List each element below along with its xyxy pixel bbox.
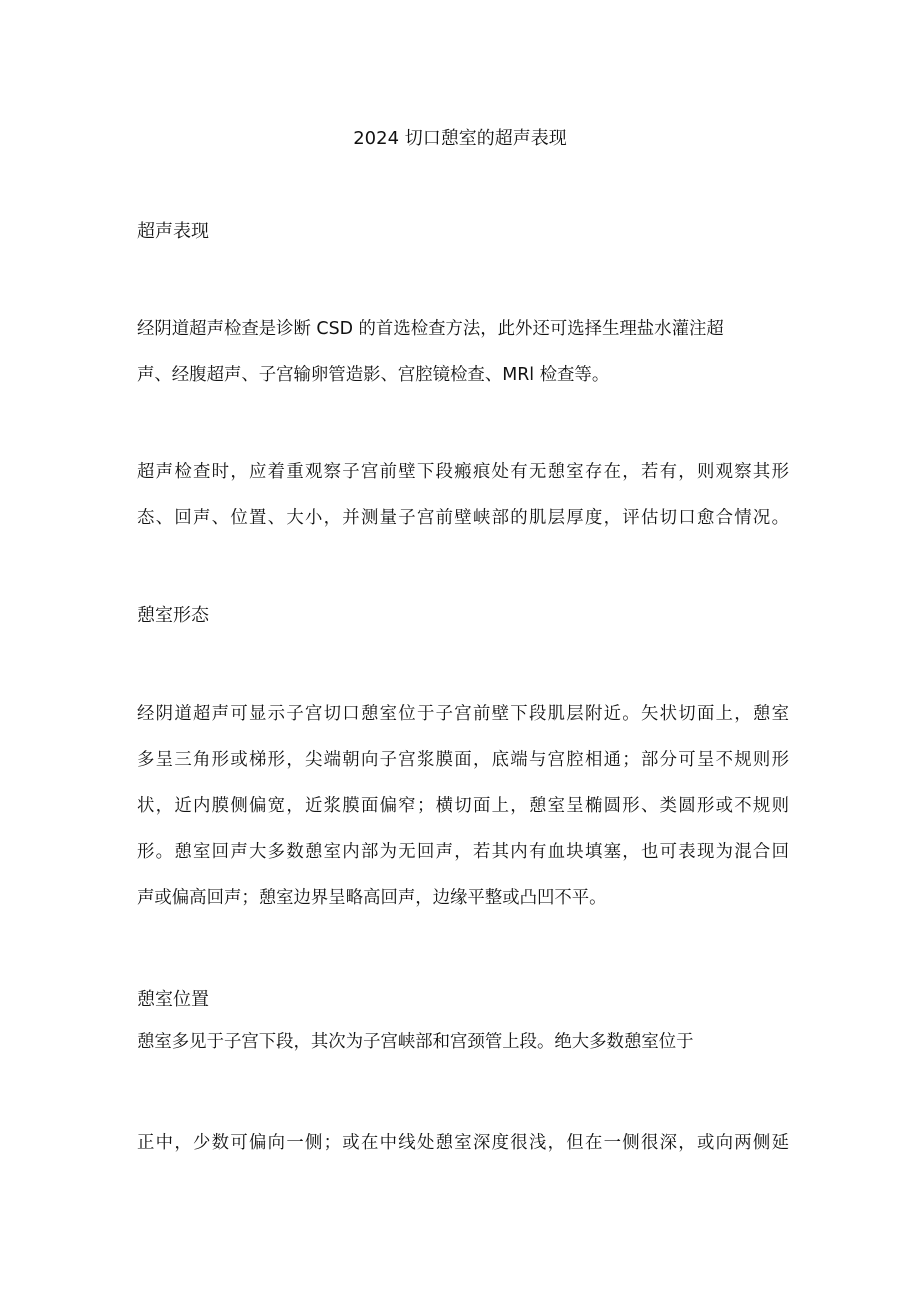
- section-heading-diverticulum-shape: 憩室形态: [137, 605, 209, 626]
- paragraph-line: 形。憩室回声大多数憩室内部为无回声，若其内有血块填塞，也可表现为混合回: [137, 842, 791, 862]
- paragraph-line: 多呈三角形或梯形，尖端朝向子宫浆膜面，底端与宫腔相通；部分可呈不规则形: [137, 750, 791, 770]
- paragraph-shape-description: [137, 691, 789, 921]
- paragraph-position-description: [137, 1024, 789, 1060]
- paragraph-line: 经阴道超声可显示子宫切口憩室位于子宫前壁下段肌层附近。矢状切面上，憩室: [137, 704, 791, 724]
- paragraph-line: 声、经腹超声、子宫输卵管造影、宫腔镜检查、MRl 检查等。: [137, 365, 610, 385]
- section-heading-diverticulum-position: 憩室位置: [137, 989, 209, 1010]
- paragraph-examination-focus: [137, 449, 789, 541]
- section-heading-ultrasound-findings: 超声表现: [137, 221, 209, 242]
- paragraph-position-continued: [137, 1120, 789, 1166]
- paragraph-line: 状，近内膜侧偏宽，近浆膜面偏窄；横切面上，憩室呈椭圆形、类圆形或不规则: [137, 796, 791, 816]
- paragraph-line: 经阴道超声检查是诊断 CSD 的首选检查方法，此外还可选择生理盐水灌注超: [137, 319, 724, 339]
- paragraph-line: 声或偏高回声；憩室边界呈略高回声，边缘平整或凸凹不平。: [137, 888, 607, 908]
- paragraph-line: 超声检查时，应着重观察子宫前壁下段瘢痕处有无憩室存在，若有，则观察其形: [137, 462, 791, 482]
- paragraph-line: 正中，少数可偏向一侧；或在中线处憩室深度很浅，但在一侧很深，或向两侧延: [137, 1133, 791, 1153]
- paragraph-diagnostic-methods: [137, 306, 789, 398]
- paragraph-line: 态、回声、位置、大小，并测量子宫前壁峡部的肌层厚度，评估切口愈合情况。: [137, 508, 791, 528]
- document-title: 2024 切口憩室的超声表现: [353, 128, 567, 149]
- paragraph-line: 憩室多见于子宫下段，其次为子宫峡部和宫颈管上段。绝大多数憩室位于: [137, 1032, 694, 1052]
